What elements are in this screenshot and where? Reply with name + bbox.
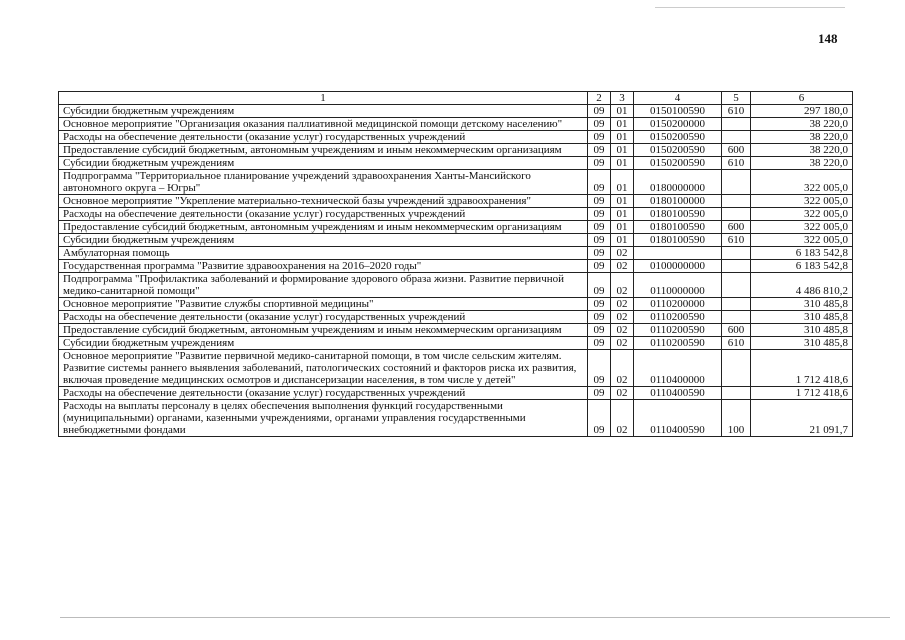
- row-section: 09: [588, 298, 611, 311]
- row-expense-type: 610: [722, 157, 751, 170]
- row-amount: 1 712 418,6: [751, 350, 853, 387]
- row-expense-type: 600: [722, 144, 751, 157]
- table-row: [59, 170, 853, 195]
- row-target-article: 0180100000: [634, 195, 722, 208]
- row-expense-type: [722, 170, 751, 195]
- row-amount: 322 005,0: [751, 221, 853, 234]
- row-amount: 322 005,0: [751, 208, 853, 221]
- row-amount: 322 005,0: [751, 195, 853, 208]
- row-section: 09: [588, 234, 611, 247]
- row-expense-type: 600: [722, 324, 751, 337]
- row-expense-type: [722, 311, 751, 324]
- row-section: 09: [588, 337, 611, 350]
- row-subsection: 02: [611, 298, 634, 311]
- row-section: 09: [588, 131, 611, 144]
- row-subsection: 02: [611, 311, 634, 324]
- row-expense-type: 610: [722, 337, 751, 350]
- header-col-3: 3: [611, 92, 634, 105]
- table-row: [59, 144, 853, 157]
- table-row: [59, 337, 853, 350]
- row-expense-type: [722, 118, 751, 131]
- scan-artifact-bottom: [60, 617, 890, 618]
- table-row: [59, 105, 853, 118]
- row-name: Субсидии бюджетным учреждениям: [59, 234, 588, 247]
- row-section: 09: [588, 311, 611, 324]
- row-subsection: 01: [611, 144, 634, 157]
- row-name: Расходы на обеспечение деятельности (оказание услуг) государственных учреждений: [59, 131, 588, 144]
- table-row: [59, 387, 853, 400]
- table-row: [59, 350, 853, 387]
- row-subsection: 01: [611, 118, 634, 131]
- row-amount: 310 485,8: [751, 337, 853, 350]
- table-row: [59, 247, 853, 260]
- row-name: Субсидии бюджетным учреждениям: [59, 157, 588, 170]
- row-section: 09: [588, 247, 611, 260]
- row-expense-type: [722, 387, 751, 400]
- row-subsection: 02: [611, 350, 634, 387]
- row-section: 09: [588, 221, 611, 234]
- row-name: Предоставление субсидий бюджетным, автономным учреждениям и иным некоммерческим организациям: [59, 221, 588, 234]
- row-target-article: 0110000000: [634, 273, 722, 298]
- row-amount: 310 485,8: [751, 298, 853, 311]
- row-expense-type: [722, 350, 751, 387]
- table-row: [59, 118, 853, 131]
- row-amount: 1 712 418,6: [751, 387, 853, 400]
- row-name: Амбулаторная помощь: [59, 247, 588, 260]
- row-subsection: 02: [611, 247, 634, 260]
- row-amount: 38 220,0: [751, 144, 853, 157]
- scan-artifact-top: [655, 7, 845, 8]
- header-col-1: 1: [59, 92, 588, 105]
- row-subsection: 01: [611, 157, 634, 170]
- row-section: 09: [588, 144, 611, 157]
- row-subsection: 01: [611, 221, 634, 234]
- table-row: [59, 324, 853, 337]
- row-section: 09: [588, 400, 611, 437]
- row-subsection: 02: [611, 273, 634, 298]
- header-col-5: 5: [722, 92, 751, 105]
- row-target-article: 0100000000: [634, 260, 722, 273]
- row-target-article: 0180100590: [634, 221, 722, 234]
- row-section: 09: [588, 324, 611, 337]
- row-subsection: 02: [611, 337, 634, 350]
- row-target-article: 0180100590: [634, 208, 722, 221]
- row-target-article: 0110200590: [634, 311, 722, 324]
- row-expense-type: [722, 260, 751, 273]
- row-expense-type: [722, 131, 751, 144]
- row-expense-type: 100: [722, 400, 751, 437]
- row-target-article: 0110400000: [634, 350, 722, 387]
- row-section: 09: [588, 208, 611, 221]
- budget-table: [58, 91, 853, 437]
- page-number: 148: [818, 31, 838, 46]
- row-expense-type: 610: [722, 105, 751, 118]
- row-subsection: 02: [611, 260, 634, 273]
- row-section: 09: [588, 195, 611, 208]
- table-row: [59, 221, 853, 234]
- row-amount: 322 005,0: [751, 234, 853, 247]
- row-amount: 38 220,0: [751, 131, 853, 144]
- row-target-article: 0150200590: [634, 131, 722, 144]
- header-col-2: 2: [588, 92, 611, 105]
- row-target-article: 0110200590: [634, 337, 722, 350]
- header-col-6: 6: [751, 92, 853, 105]
- row-name: Расходы на обеспечение деятельности (оказание услуг) государственных учреждений: [59, 387, 588, 400]
- row-name: Расходы на выплаты персоналу в целях обеспечения выполнения функций государственными (муниципальными) органами, казенными учреждениями, органами управления государственными внебюджетными фондами: [59, 400, 588, 437]
- row-section: 09: [588, 260, 611, 273]
- row-name: Подпрограмма "Профилактика заболеваний и формирование здорового образа жизни. Развитие первичной медико-санитарной помощи": [59, 273, 588, 298]
- row-amount: 310 485,8: [751, 311, 853, 324]
- row-expense-type: [722, 273, 751, 298]
- row-expense-type: [722, 247, 751, 260]
- row-subsection: 02: [611, 387, 634, 400]
- row-section: 09: [588, 387, 611, 400]
- row-target-article: 0150200590: [634, 157, 722, 170]
- table-row: [59, 131, 853, 144]
- row-amount: 38 220,0: [751, 118, 853, 131]
- table-row: [59, 157, 853, 170]
- table-row: [59, 273, 853, 298]
- row-expense-type: [722, 195, 751, 208]
- table-row: [59, 311, 853, 324]
- row-subsection: 01: [611, 131, 634, 144]
- row-name: Предоставление субсидий бюджетным, автономным учреждениям и иным некоммерческим организациям: [59, 144, 588, 157]
- row-name: Основное мероприятие "Развитие первичной медико-санитарной помощи, в том числе сельским жителям. Развитие системы раннего выявления заболеваний, патологических состояний и факторов риска их развития, включая проведение медицинских осмотров и диспансеризации населения, в том числе у детей": [59, 350, 588, 387]
- row-target-article: 0110400590: [634, 400, 722, 437]
- row-section: 09: [588, 350, 611, 387]
- row-amount: 6 183 542,8: [751, 260, 853, 273]
- row-section: 09: [588, 118, 611, 131]
- row-target-article: 0150100590: [634, 105, 722, 118]
- table-row: [59, 400, 853, 437]
- table-row: [59, 298, 853, 311]
- row-name: Основное мероприятие "Развитие службы спортивной медицины": [59, 298, 588, 311]
- row-amount: 6 183 542,8: [751, 247, 853, 260]
- row-target-article: 0150200000: [634, 118, 722, 131]
- row-subsection: 01: [611, 170, 634, 195]
- row-subsection: 02: [611, 324, 634, 337]
- row-section: 09: [588, 105, 611, 118]
- row-target-article: [634, 247, 722, 260]
- row-amount: 21 091,7: [751, 400, 853, 437]
- row-section: 09: [588, 170, 611, 195]
- row-subsection: 01: [611, 208, 634, 221]
- row-subsection: 01: [611, 234, 634, 247]
- row-name: Расходы на обеспечение деятельности (оказание услуг) государственных учреждений: [59, 311, 588, 324]
- row-target-article: 0110400590: [634, 387, 722, 400]
- table-row: [59, 195, 853, 208]
- row-name: Предоставление субсидий бюджетным, автономным учреждениям и иным некоммерческим организациям: [59, 324, 588, 337]
- row-subsection: 02: [611, 400, 634, 437]
- row-subsection: 01: [611, 105, 634, 118]
- row-name: Государственная программа "Развитие здравоохранения на 2016–2020 годы": [59, 260, 588, 273]
- row-expense-type: [722, 298, 751, 311]
- row-amount: 38 220,0: [751, 157, 853, 170]
- row-amount: 297 180,0: [751, 105, 853, 118]
- row-expense-type: 610: [722, 234, 751, 247]
- row-section: 09: [588, 273, 611, 298]
- row-name: Подпрограмма "Территориальное планирование учреждений здравоохранения Ханты-Мансийского автономного округа – Югры": [59, 170, 588, 195]
- table-body: [59, 105, 853, 437]
- table-row: [59, 234, 853, 247]
- row-target-article: 0180100590: [634, 234, 722, 247]
- row-target-article: 0110200000: [634, 298, 722, 311]
- table-row: [59, 260, 853, 273]
- row-name: Основное мероприятие "Организация оказания паллиативной медицинской помощи детскому населению": [59, 118, 588, 131]
- row-name: Основное мероприятие "Укрепление материально-технической базы учреждений здравоохранения": [59, 195, 588, 208]
- row-name: Субсидии бюджетным учреждениям: [59, 337, 588, 350]
- row-amount: 322 005,0: [751, 170, 853, 195]
- row-target-article: 0110200590: [634, 324, 722, 337]
- row-section: 09: [588, 157, 611, 170]
- row-name: Субсидии бюджетным учреждениям: [59, 105, 588, 118]
- row-expense-type: [722, 208, 751, 221]
- row-amount: 4 486 810,2: [751, 273, 853, 298]
- row-subsection: 01: [611, 195, 634, 208]
- header-col-4: 4: [634, 92, 722, 105]
- row-name: Расходы на обеспечение деятельности (оказание услуг) государственных учреждений: [59, 208, 588, 221]
- row-target-article: 0180000000: [634, 170, 722, 195]
- row-expense-type: 600: [722, 221, 751, 234]
- row-amount: 310 485,8: [751, 324, 853, 337]
- row-target-article: 0150200590: [634, 144, 722, 157]
- table-header-row: [59, 92, 853, 105]
- table-row: [59, 208, 853, 221]
